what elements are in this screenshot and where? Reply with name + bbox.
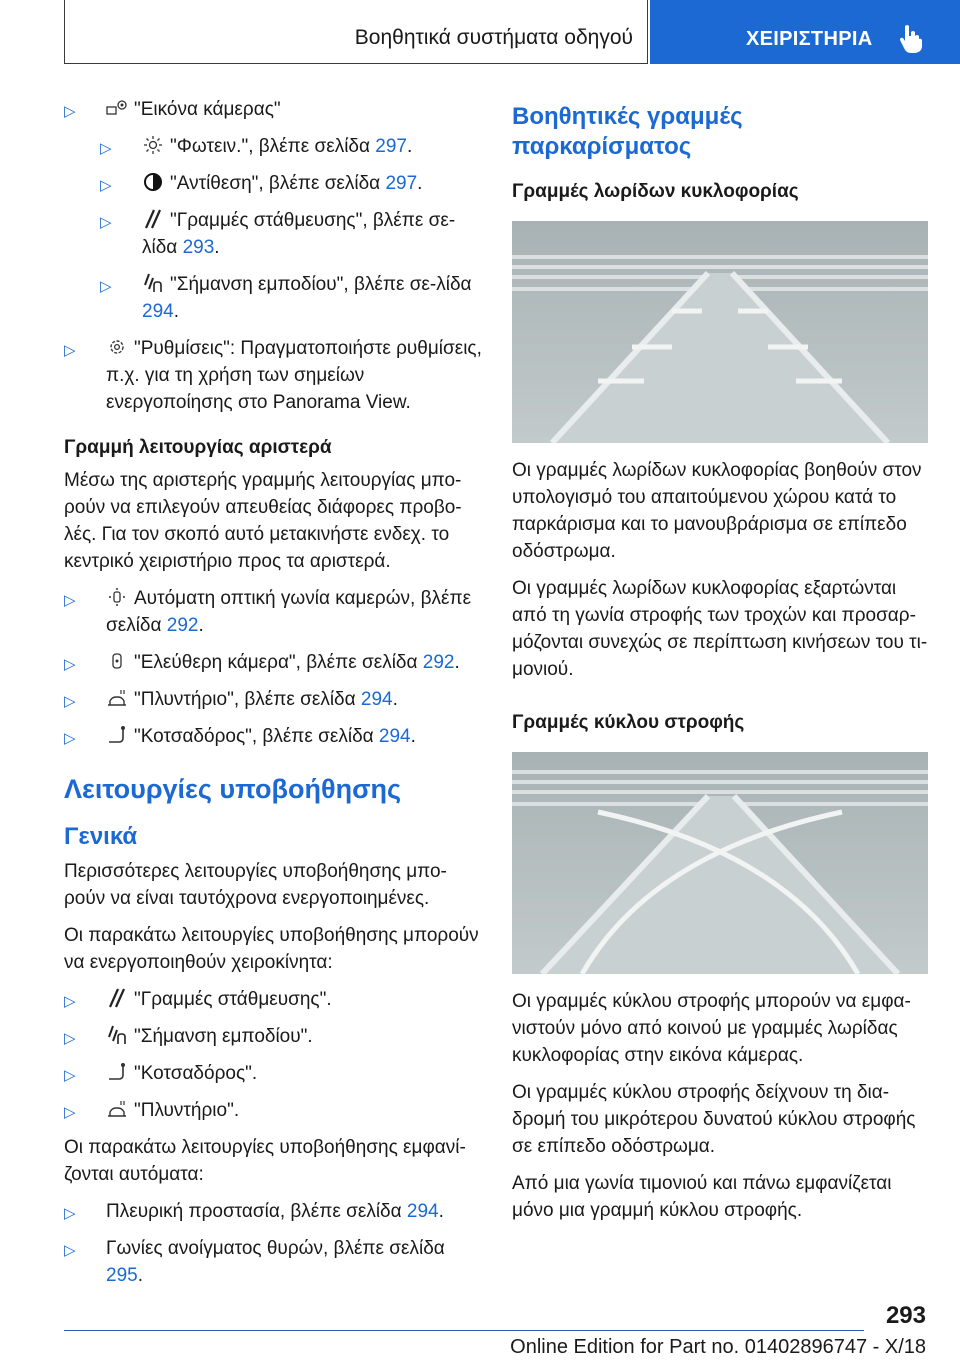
- list-item: [64, 1198, 484, 1225]
- list-item-text: "Εικόνα κάμερας": [134, 99, 281, 120]
- paragraph: Οι παρακάτω λειτουργίες υποβοήθησης μπορούν να ενεργοποιηθούν χειροκίνητα:: [64, 925, 479, 973]
- header-tab: [650, 0, 960, 64]
- list-item-suffix: .: [410, 726, 416, 747]
- section-heading: Λειτουργίες υποβοήθησης: [64, 774, 402, 804]
- paragraph: Μέσω της αριστερής γραμμής λειτουργίας μπο‐ρούν να επιλεγούν απευθείας διάφορες προβο‐λές. Για τον σκοπό αυτό μετακινήστε ενδεχ. το κεντρικό χειριστήριο προς τα αριστερά.: [64, 470, 462, 572]
- list-item: [64, 585, 484, 639]
- paragraph: Οι γραμμές λωρίδων κυκλοφορίας εξαρτώνται από τη γωνία στροφής των τροχών και προσαρ‐μόζονται συνεχώς σε περίπτωση κινήσεων του τι‐μονιού.: [512, 578, 928, 680]
- list-item-suffix: .: [173, 301, 179, 322]
- page-link[interactable]: 292: [166, 615, 199, 636]
- bullet-triangle-icon: ▷: [100, 140, 112, 157]
- bullet-triangle-icon: ▷: [64, 730, 76, 747]
- car-wash-icon: [106, 688, 128, 708]
- list-item: [64, 1060, 484, 1087]
- list-item-suffix: .: [417, 173, 423, 194]
- paragraph: Οι γραμμές κύκλου στροφής δείχνουν τη δια‐δρομή του μικρότερου δυνατού κύκλου στροφής σε επίπεδο οδόστρωμα.: [512, 1082, 916, 1157]
- section-subheading: Γραμμές κύκλου στροφής: [512, 712, 745, 733]
- list-item: [64, 686, 484, 713]
- camera-settings-icon: [106, 98, 128, 118]
- list-item-suffix: .: [214, 237, 220, 258]
- page-link[interactable]: 294: [360, 689, 393, 710]
- page-link[interactable]: 295: [106, 1265, 138, 1286]
- page-link[interactable]: 297: [385, 173, 418, 194]
- contrast-icon: [142, 172, 164, 192]
- left-column: [64, 96, 484, 1299]
- page-number: 293: [885, 1302, 926, 1329]
- bullet-triangle-icon: ▷: [64, 1067, 76, 1084]
- paragraph: Οι γραμμές κύκλου στροφής μπορούν να εμφα‐νιστούν μόνο από κοινού με γραμμές λωρίδας κυκλοφορίας στην εικόνα κάμερας.: [512, 991, 911, 1066]
- page-link[interactable]: 294: [142, 301, 174, 322]
- list-item-suffix: .: [438, 1201, 444, 1222]
- settings-gear-icon: [106, 337, 128, 357]
- list-item-text: Πλευρική προστασία, βλέπε σελίδα: [106, 1201, 407, 1222]
- page-link[interactable]: 294: [406, 1201, 439, 1222]
- hand-pointer-icon: [896, 22, 926, 54]
- obstacle-marking-icon: [142, 273, 164, 293]
- paragraph: Περισσότερες λειτουργίες υποβοήθησης μπο‐ρούν να είναι ταυτόχρονα ενεργοποιημένες.: [64, 861, 447, 909]
- list-item-suffix: .: [392, 689, 398, 710]
- list-item-suffix: .: [137, 1265, 143, 1286]
- parking-lines-icon: [142, 209, 164, 229]
- list-item-text: "Πλυντήριο", βλέπε σελίδα: [134, 689, 361, 710]
- bullet-triangle-icon: ▷: [64, 592, 76, 609]
- list-item: [64, 1023, 484, 1050]
- trailer-hitch-icon: [106, 1062, 128, 1082]
- bullet-triangle-icon: ▷: [64, 693, 76, 710]
- list-item: [64, 1235, 484, 1289]
- bullet-triangle-icon: ▷: [100, 214, 112, 231]
- list-item-text: "Πλυντήριο".: [134, 1100, 240, 1121]
- list-item: [64, 133, 484, 160]
- section-title: Βοηθητικά συστήματα οδηγού: [354, 26, 633, 49]
- list-item: [64, 96, 484, 123]
- page-link[interactable]: 294: [378, 726, 411, 747]
- list-item: [64, 335, 484, 416]
- paragraph: Από μια γωνία τιμονιού και πάνω εμφανίζεται μόνο μια γραμμή κύκλου στροφής.: [512, 1173, 892, 1221]
- bullet-triangle-icon: ▷: [64, 103, 76, 120]
- list-item: [64, 271, 484, 325]
- list-item-text: "Κοτσαδόρος", βλέπε σελίδα: [134, 726, 379, 747]
- list-item: [64, 207, 484, 261]
- section-heading: Βοηθητικές γραμμές παρκαρίσματος: [512, 103, 743, 160]
- list-item-text: "Αντίθεση", βλέπε σελίδα: [170, 173, 386, 194]
- trailer-hitch-icon: [106, 725, 128, 745]
- section-subheading: Γραμμές λωρίδων κυκλοφορίας: [512, 181, 799, 202]
- bullet-triangle-icon: ▷: [64, 1205, 76, 1222]
- list-item-text: "Σήμανση εμποδίου", βλέπε σε‐λίδα: [170, 274, 472, 295]
- list-item-suffix: .: [198, 615, 204, 636]
- bullet-triangle-icon: ▷: [64, 993, 76, 1010]
- paragraph: Οι γραμμές λωρίδων κυκλοφορίας βοηθούν στον υπολογισμό του απαιτούμενου χώρου κατά το παρκάρισμα και το μανουβράρισμα σε επίπεδο οδόστρωμα.: [512, 460, 922, 562]
- bullet-triangle-icon: ▷: [100, 177, 112, 194]
- auto-view-icon: [106, 587, 128, 607]
- list-item: [64, 649, 484, 676]
- list-item-text: "Σήμανση εμποδίου".: [134, 1026, 313, 1047]
- list-item-suffix: .: [406, 136, 413, 157]
- bullet-triangle-icon: ▷: [64, 656, 76, 673]
- lane-lines-camera-image: [512, 221, 928, 443]
- footer-divider: [64, 1330, 864, 1331]
- bullet-triangle-icon: ▷: [64, 342, 76, 359]
- page-link[interactable]: 292: [422, 652, 455, 673]
- bullet-triangle-icon: ▷: [64, 1242, 76, 1259]
- right-column: [512, 96, 928, 1234]
- list-item: [64, 170, 484, 197]
- brightness-icon: [142, 135, 164, 155]
- list-item: [64, 723, 484, 750]
- list-item-text: Αυτόματη οπτική γωνία καμερών, βλέπε σελίδα: [106, 588, 472, 636]
- subsection-heading: Γενικά: [64, 823, 138, 850]
- header-section-box: [64, 0, 648, 64]
- paragraph: Οι παρακάτω λειτουργίες υποβοήθησης εμφανί‐ζονται αυτόματα:: [64, 1137, 466, 1185]
- parking-lines-icon: [106, 988, 128, 1008]
- bullet-triangle-icon: ▷: [64, 1030, 76, 1047]
- list-item: [64, 986, 484, 1013]
- page-link[interactable]: 293: [182, 237, 215, 258]
- edition-note: Online Edition for Part no. 01402896747 - X/18: [510, 1336, 926, 1358]
- car-wash-icon: [106, 1099, 128, 1119]
- obstacle-marking-icon: [106, 1025, 128, 1045]
- list-item-text: "Γραμμές στάθμευσης", βλέπε σε‐λίδα: [142, 210, 456, 258]
- section-subheading: Γραμμή λειτουργίας αριστερά: [64, 437, 332, 458]
- bullet-triangle-icon: ▷: [64, 1104, 76, 1121]
- page-link[interactable]: 297: [375, 136, 407, 157]
- turning-circle-camera-image: [512, 752, 928, 974]
- list-item-text: Γωνίες ανοίγματος θυρών, βλέπε σελίδα: [106, 1238, 445, 1259]
- list-item-suffix: .: [454, 652, 460, 673]
- bullet-triangle-icon: ▷: [100, 278, 112, 295]
- list-item-text: "Κοτσαδόρος".: [134, 1063, 258, 1084]
- list-item-text: "Φωτειν.", βλέπε σελίδα: [170, 136, 376, 157]
- free-camera-icon: [106, 651, 128, 671]
- header-tab-label: ΧΕΙΡΙΣΤΗΡΙΑ: [746, 28, 873, 50]
- list-item: [64, 1097, 484, 1124]
- list-item-text: "Ελεύθερη κάμερα", βλέπε σελίδα: [134, 652, 423, 673]
- list-item-text: "Ρυθμίσεις": Πραγματοποιήστε ρυθμίσεις, π.χ. για τη χρήση των σημείων ενεργοποίησης στο Panorama View.: [106, 338, 482, 413]
- list-item-text: "Γραμμές στάθμευσης".: [134, 989, 332, 1010]
